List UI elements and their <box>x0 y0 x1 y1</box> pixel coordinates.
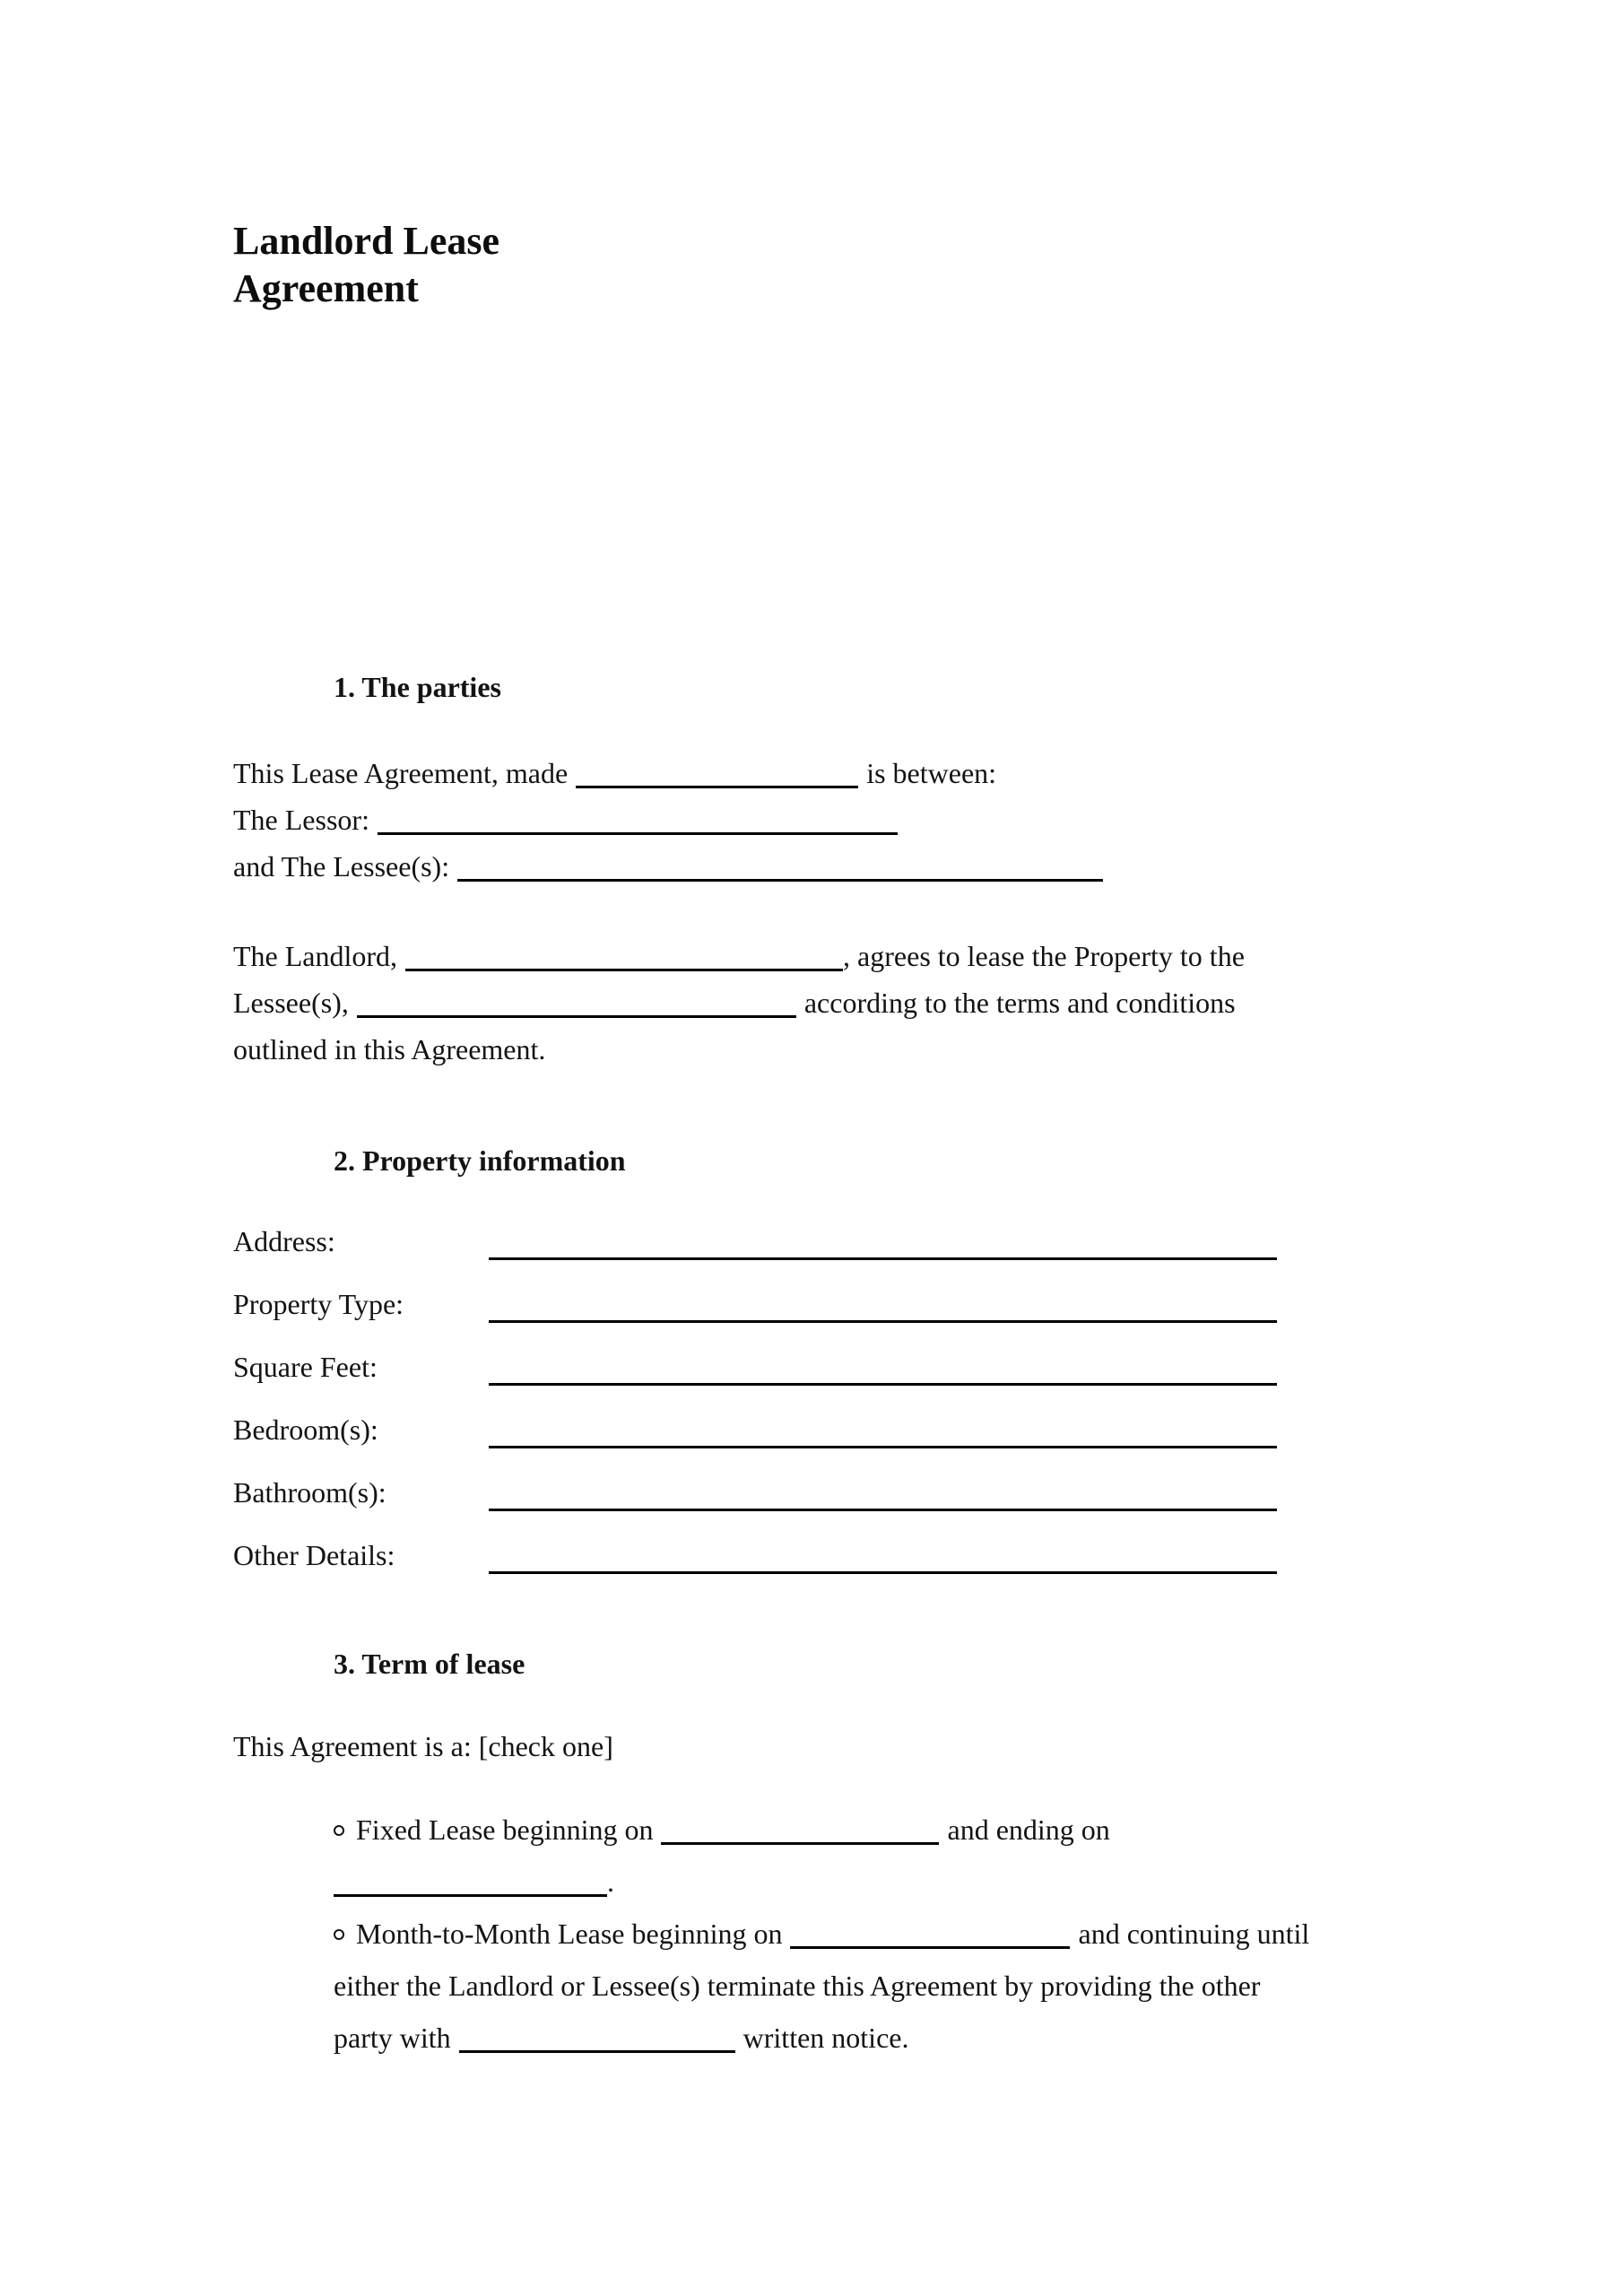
lessee-line <box>233 843 1391 890</box>
document-page <box>0 217 1624 2296</box>
landlord-text-post: , agrees to lease the Property to the <box>843 940 1245 972</box>
closing-line: outlined in this Agreement. <box>233 1033 546 1065</box>
bedrooms-input-line[interactable] <box>489 1406 1277 1448</box>
other-details-input-line[interactable] <box>489 1532 1277 1574</box>
lessee2-text-post: according to the terms and conditions <box>803 987 1236 1019</box>
bathrooms-input-line[interactable] <box>489 1469 1277 1511</box>
month-option-radio-icon[interactable] <box>334 1929 344 1940</box>
fixed-lease-period: . <box>607 1866 614 1898</box>
fixed-lease-text-mid: and ending on <box>947 1813 1110 1846</box>
fixed-lease-line-1 <box>334 1804 1391 1856</box>
month-start-date-blank[interactable] <box>790 1926 1070 1949</box>
address-label: Address: <box>233 1225 335 1257</box>
lessor-name-blank[interactable] <box>378 812 898 835</box>
notice-text-post: written notice. <box>743 2022 909 2054</box>
bedrooms-label: Bedroom(s): <box>233 1413 378 1446</box>
term-intro: This Agreement is a: [check one] <box>233 1730 613 1762</box>
notice-text-pre: party with <box>334 2022 451 2054</box>
made-date-blank[interactable] <box>576 765 858 788</box>
other-details-label: Other Details: <box>233 1539 395 1571</box>
page-title <box>233 217 1391 312</box>
property-type-row <box>233 1281 1277 1327</box>
fixed-lease-text-pre: Fixed Lease beginning on <box>356 1813 654 1846</box>
section-heading-parties: 1. The parties <box>334 671 501 703</box>
page-title-line-2: Agreement <box>233 266 419 310</box>
lessor-line <box>233 796 1391 843</box>
property-fields <box>233 1218 1391 1578</box>
landlord-line <box>233 933 1391 979</box>
made-date-text-pre: This Lease Agreement, made <box>233 757 569 789</box>
landlord-text-pre: The Landlord, <box>233 940 398 972</box>
fixed-lease-option <box>334 1804 1391 1908</box>
property-type-input-line[interactable] <box>489 1281 1277 1323</box>
landlord-name-blank[interactable] <box>405 948 843 971</box>
page-title-line-1: Landlord Lease <box>233 219 500 263</box>
month-to-month-option <box>334 1908 1391 2064</box>
lessee-label: and The Lessee(s): <box>233 850 450 883</box>
month-option-line-1 <box>334 1908 1391 1960</box>
landlord-agreement-paragraph <box>233 933 1391 1073</box>
other-details-row <box>233 1532 1277 1578</box>
bathrooms-label: Bathroom(s): <box>233 1476 386 1509</box>
lease-type-options <box>334 1804 1391 2064</box>
fixed-lease-radio-icon[interactable] <box>334 1825 344 1836</box>
notice-period-blank[interactable] <box>459 2030 735 2053</box>
made-date-line <box>233 750 1391 796</box>
lessee2-text-pre: Lessee(s), <box>233 987 349 1019</box>
address-input-line[interactable] <box>489 1218 1277 1260</box>
lessor-label: The Lessor: <box>233 804 369 836</box>
bathrooms-row <box>233 1469 1277 1516</box>
month-option-text-pre: Month-to-Month Lease beginning on <box>356 1918 783 1950</box>
square-feet-label: Square Feet: <box>233 1351 378 1383</box>
address-row <box>233 1218 1277 1265</box>
lessee2-line <box>233 979 1391 1026</box>
section-heading-property: 2. Property information <box>334 1144 626 1177</box>
square-feet-input-line[interactable] <box>489 1344 1277 1386</box>
bedrooms-row <box>233 1406 1277 1453</box>
fixed-end-date-blank[interactable] <box>334 1874 607 1897</box>
month-option-line-2: either the Landlord or Lessee(s) terminate this Agreement by providing the other <box>334 1970 1261 2002</box>
square-feet-row <box>233 1344 1277 1390</box>
section-heading-term: 3. Term of lease <box>334 1648 525 1680</box>
fixed-start-date-blank[interactable] <box>661 1822 939 1845</box>
made-date-text-post: is between: <box>866 757 997 789</box>
property-type-label: Property Type: <box>233 1288 404 1320</box>
month-option-text-post: and continuing until <box>1078 1918 1310 1950</box>
month-option-line-3 <box>334 2012 1391 2064</box>
lessee-names-blank[interactable] <box>457 858 1103 882</box>
fixed-lease-line-2 <box>334 1856 1391 1908</box>
lessee-names-blank-2[interactable] <box>357 995 796 1018</box>
parties-intro-paragraph <box>233 750 1391 890</box>
